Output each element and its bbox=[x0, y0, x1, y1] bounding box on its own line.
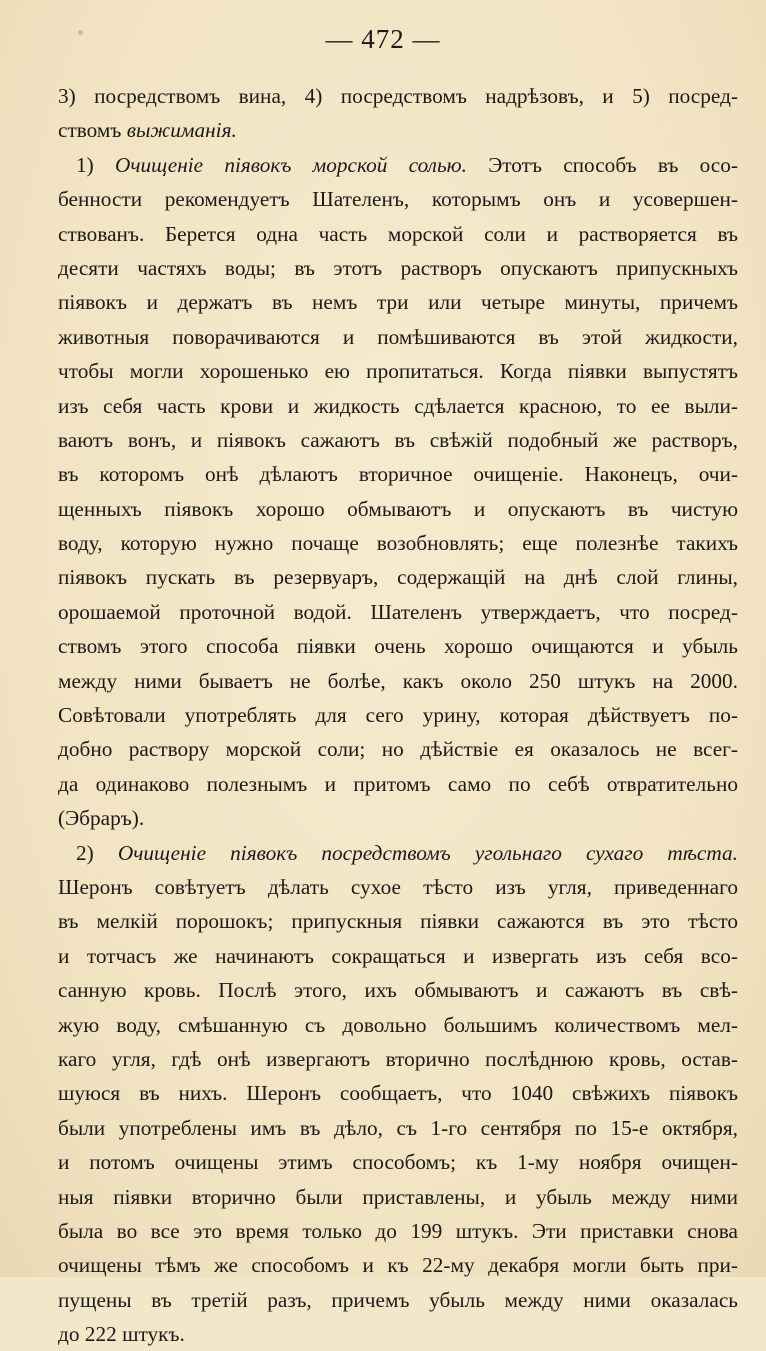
text-line bbox=[58, 973, 738, 1007]
text-line bbox=[58, 560, 738, 594]
line-text: очищены тѣмъ же способомъ и къ 22-му декабря могли быть при- bbox=[58, 1253, 738, 1278]
line-text: до 222 штукъ. bbox=[58, 1322, 185, 1347]
text-line bbox=[58, 801, 738, 835]
line-text: чтобы могли хорошенько ею пропитаться. Когда піявки выпустятъ bbox=[58, 359, 738, 384]
text-line bbox=[58, 629, 738, 663]
text-line bbox=[58, 320, 738, 354]
text-line bbox=[58, 148, 738, 182]
text-line bbox=[58, 1008, 738, 1042]
italic-text: Очищеніе піявокъ посредствомъ угольнаго сухаго тѣста. bbox=[117, 840, 738, 865]
line-text: Этотъ способъ въ осо- bbox=[467, 152, 738, 177]
text-line bbox=[58, 836, 738, 870]
line-text: десяти частяхъ воды; въ этотъ растворъ опускаютъ припускныхъ bbox=[58, 255, 738, 280]
line-text: каго угля, гдѣ онѣ извергаютъ вторично послѣднюю кровь, остав- bbox=[58, 1046, 738, 1071]
text-line bbox=[58, 904, 738, 938]
text-line bbox=[58, 767, 738, 801]
text-line bbox=[58, 1042, 738, 1076]
italic-text: выжиманія. bbox=[126, 118, 237, 143]
text-line bbox=[58, 354, 738, 388]
line-text: ствованъ. Берется одна часть морской соли и растворяется въ bbox=[58, 221, 738, 246]
line-text: ствомъ bbox=[58, 118, 127, 143]
text-line bbox=[58, 939, 738, 973]
text-line bbox=[58, 1248, 738, 1282]
line-text: были употреблены имъ въ дѣло, съ 1-го сентября по 15-е октября, bbox=[58, 1115, 738, 1140]
text-line bbox=[58, 285, 738, 319]
line-text: щенныхъ піявокъ хорошо обмываютъ и опускаютъ въ чистую bbox=[58, 496, 738, 521]
text-line bbox=[58, 423, 738, 457]
text-line bbox=[58, 217, 738, 251]
text-line bbox=[58, 182, 738, 216]
line-text: (Эбраръ). bbox=[58, 806, 145, 831]
line-text: ваютъ вонъ, и піявокъ сажаютъ въ свѣжій подобный же растворъ, bbox=[58, 427, 738, 452]
text-line bbox=[58, 457, 738, 491]
line-text: орошаемой проточной водой. Шателенъ утверждаетъ, что посред- bbox=[58, 599, 738, 624]
line-text: воду, которую нужно почаще возобновлять; еще полезнѣе такихъ bbox=[58, 531, 738, 556]
line-text: и потомъ очищены этимъ способомъ; къ 1-му ноября очищен- bbox=[58, 1150, 738, 1175]
line-text: бенности рекомендуетъ Шателенъ, которымъ онъ и усовершен- bbox=[58, 187, 738, 212]
line-text: въ которомъ онѣ дѣлаютъ вторичное очищеніе. Наконецъ, очи- bbox=[58, 462, 738, 487]
line-text: ствомъ этого способа піявки очень хорошо очищаются и убыль bbox=[58, 634, 738, 659]
line-text: 1) bbox=[76, 152, 115, 177]
text-line bbox=[58, 664, 738, 698]
line-text: пущены въ третій разъ, причемъ убыль между ними оказалась bbox=[58, 1287, 738, 1312]
line-text: 3) посредствомъ вина, 4) посредствомъ надрѣзовъ, и 5) посред- bbox=[58, 84, 738, 108]
text-line bbox=[58, 870, 738, 904]
text-line bbox=[58, 389, 738, 423]
text-line bbox=[58, 526, 738, 560]
line-text: между ними бываетъ не болѣе, какъ около 250 штукъ на 2000. bbox=[58, 668, 738, 693]
text-line bbox=[58, 1145, 738, 1179]
line-text: ныя піявки вторично были приставлены, и убыль между ними bbox=[58, 1184, 738, 1209]
line-text: животныя поворачиваются и помѣшиваются въ этой жидкости, bbox=[58, 324, 738, 349]
line-text: Шеронъ совѣтуетъ дѣлать сухое тѣсто изъ угля, приведеннаго bbox=[58, 874, 738, 899]
text-line bbox=[58, 251, 738, 285]
text-line bbox=[58, 1076, 738, 1110]
text-line bbox=[58, 698, 738, 732]
body-text bbox=[58, 79, 738, 1351]
text-line bbox=[58, 1317, 738, 1351]
text-line bbox=[58, 732, 738, 766]
line-text: санную кровь. Послѣ этого, ихъ обмываютъ и сажаютъ въ свѣ- bbox=[58, 978, 738, 1003]
text-line bbox=[58, 1180, 738, 1214]
text-line bbox=[58, 1283, 738, 1317]
line-text: и тотчасъ же начинаютъ сокращаться и извергать изъ себя вcо- bbox=[58, 943, 738, 968]
text-line bbox=[58, 79, 738, 113]
text-line bbox=[58, 492, 738, 526]
line-text: добно раствору морской соли; но дѣйствіе ея оказалось не всег- bbox=[58, 737, 738, 762]
line-text: 2) bbox=[76, 840, 118, 865]
text-line bbox=[58, 595, 738, 629]
text-line bbox=[58, 113, 738, 147]
line-text: піявокъ пускать въ резервуаръ, содержащій на днѣ слой глины, bbox=[58, 565, 738, 590]
page-number: — 472 — bbox=[325, 24, 441, 54]
line-text: изъ себя часть крови и жидкость сдѣлается красною, то ее выли- bbox=[58, 393, 738, 418]
line-text: въ мелкій порошокъ; припускныя піявки сажаются въ это тѣсто bbox=[58, 909, 738, 934]
line-text: Совѣтовали употреблять для сего урину, которая дѣйствуетъ по- bbox=[58, 703, 738, 728]
text-line bbox=[58, 1214, 738, 1248]
text-line bbox=[58, 1111, 738, 1145]
line-text: была во все это время только до 199 штукъ. Эти приставки снова bbox=[58, 1218, 738, 1243]
line-text: шуюся въ нихъ. Шеронъ сообщаетъ, что 1040 свѣжихъ піявокъ bbox=[58, 1081, 738, 1106]
line-text: да одинаково полезнымъ и притомъ само по себѣ отвратительно bbox=[58, 771, 738, 796]
line-text: жую воду, смѣшанную съ довольно большимъ количествомъ мел- bbox=[58, 1012, 738, 1037]
line-text: піявокъ и держатъ въ немъ три или четыре минуты, причемъ bbox=[58, 290, 738, 315]
italic-text: Очищеніе піявокъ морской солью. bbox=[114, 152, 468, 177]
